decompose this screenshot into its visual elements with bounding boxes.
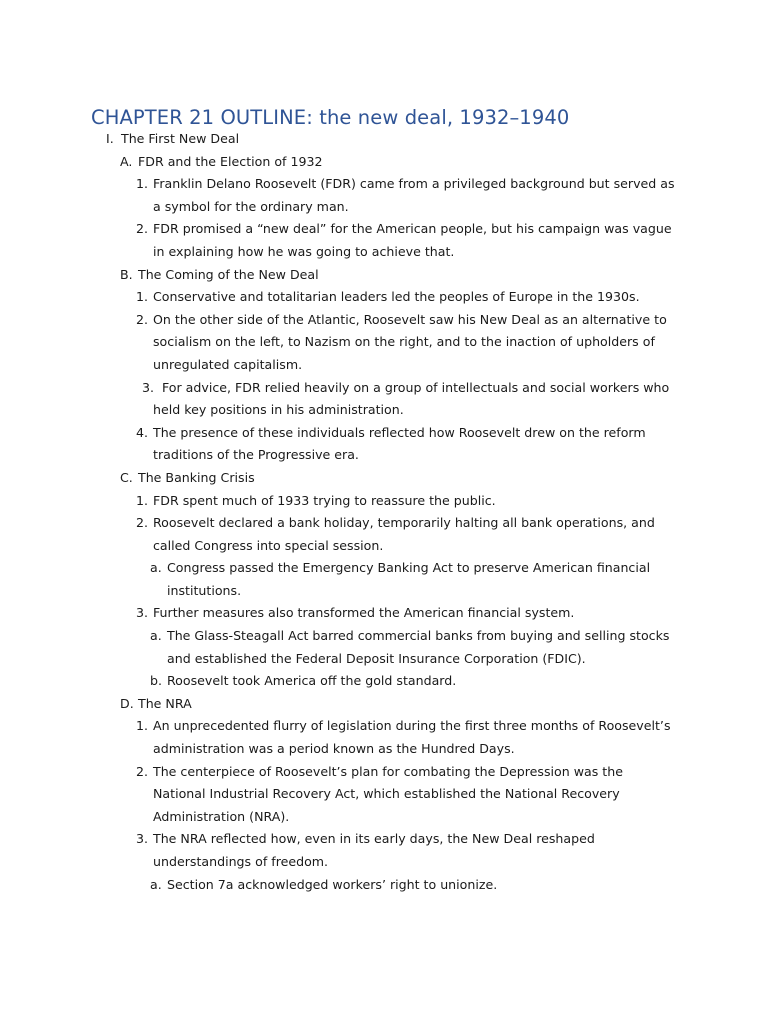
outline-item <box>0 422 768 445</box>
outline-text: called Congress into special session. <box>153 537 384 553</box>
outline-number: I. <box>106 131 114 146</box>
outline-text: An unprecedented flurry of legislation during the first three months of Roosevelt’s <box>153 718 671 734</box>
outline-number: 1. <box>136 289 149 305</box>
outline-item-continuation <box>0 196 768 219</box>
outline-item <box>0 512 768 535</box>
outline-item <box>0 828 768 851</box>
outline-item-continuation <box>0 580 768 603</box>
outline-text: understandings of freedom. <box>153 854 329 869</box>
outline-item-continuation <box>0 241 768 264</box>
outline-text: The centerpiece of Roosevelt’s plan for combating the Depression was the <box>153 763 623 779</box>
outline-number: 2. <box>136 311 149 327</box>
outline-text: The Glass-Steagall Act barred commercial banks from buying and selling stocks <box>167 628 670 644</box>
outline-item-continuation <box>0 738 768 761</box>
outline-text: National Industrial Recovery Act, which established the National Recovery <box>153 786 620 802</box>
outline-item-continuation <box>0 399 768 422</box>
outline-item <box>0 670 768 693</box>
outline-item <box>0 377 768 400</box>
outline-text: The Coming of the New Deal <box>138 266 319 282</box>
outline-text: The First New Deal <box>121 131 240 146</box>
outline-item <box>0 264 768 287</box>
outline-text: FDR promised a “new deal” for the American people, but his campaign was vague <box>153 221 672 237</box>
outline-number: C. <box>120 469 133 485</box>
outline-number: a. <box>150 876 162 892</box>
outline-number: 3. <box>136 831 149 847</box>
outline-number: 3. <box>142 379 155 395</box>
outline-number: b. <box>150 673 162 689</box>
page-title: CHAPTER 21 OUTLINE: the new deal, 1932–1940 <box>91 106 570 129</box>
outline-item <box>0 467 768 490</box>
outline-item-continuation <box>0 783 768 806</box>
outline-text: in explaining how he was going to achieve that. <box>153 243 455 259</box>
outline-text: unregulated capitalism. <box>153 356 303 372</box>
outline-item-continuation <box>0 648 768 671</box>
outline-item <box>0 173 768 196</box>
outline-item <box>0 693 768 716</box>
outline-number: B. <box>120 266 133 282</box>
outline-text: Roosevelt declared a bank holiday, temporarily halting all bank operations, and <box>153 515 655 531</box>
outline-item <box>0 602 768 625</box>
outline-text: a symbol for the ordinary man. <box>153 198 349 214</box>
outline-number: 1. <box>136 176 149 192</box>
outline-item <box>0 625 768 648</box>
outline-text: traditions of the Progressive era. <box>153 447 359 463</box>
outline-item <box>0 490 768 513</box>
outline-text: Conservative and totalitarian leaders led the peoples of Europe in the 1930s. <box>153 289 640 305</box>
outline-item <box>0 309 768 332</box>
outline-text: FDR spent much of 1933 trying to reassure the public. <box>153 492 496 508</box>
outline-text: Further measures also transformed the American financial system. <box>153 605 575 621</box>
outline-number: 2. <box>136 763 149 779</box>
outline-item <box>0 715 768 738</box>
outline-item <box>0 286 768 309</box>
outline-text: held key positions in his administration. <box>153 402 404 418</box>
outline-item-continuation <box>0 331 768 354</box>
outline-item <box>0 557 768 580</box>
outline-item-continuation <box>0 535 768 558</box>
outline-text: institutions. <box>167 582 242 598</box>
outline-text: The NRA reflected how, even in its early days, the New Deal reshaped <box>153 831 595 847</box>
outline-number: 2. <box>136 221 149 237</box>
outline-text: Section 7a acknowledged workers’ right to unionize. <box>167 876 498 892</box>
outline-number: 4. <box>136 424 149 440</box>
outline-text: The presence of these individuals reflected how Roosevelt drew on the reform <box>153 424 646 440</box>
outline-text: administration was a period known as the Hundred Days. <box>153 741 515 757</box>
outline-text: and established the Federal Deposit Insurance Corporation (FDIC). <box>167 650 586 666</box>
outline-number: 2. <box>136 515 149 531</box>
outline-item-continuation <box>0 851 768 874</box>
outline-number: 3. <box>136 605 149 621</box>
outline-text: The Banking Crisis <box>138 469 255 485</box>
outline-item-continuation <box>0 354 768 377</box>
outline-item <box>0 874 768 897</box>
outline-text: For advice, FDR relied heavily on a group of intellectuals and social workers who <box>162 379 670 395</box>
outline-item <box>0 218 768 241</box>
outline-number: a. <box>150 560 162 576</box>
outline-text: The NRA <box>138 695 192 711</box>
outline-text: Franklin Delano Roosevelt (FDR) came from a privileged background but served as <box>153 176 675 192</box>
outline-number: D. <box>120 695 134 711</box>
outline-text: On the other side of the Atlantic, Roosevelt saw his New Deal as an alternative to <box>153 311 667 327</box>
outline-item-continuation <box>0 444 768 467</box>
outline-item-continuation <box>0 806 768 829</box>
outline-text: Congress passed the Emergency Banking Act to preserve American financial <box>167 560 651 576</box>
outline-item <box>0 761 768 784</box>
outline-item <box>0 151 768 174</box>
outline-number: a. <box>150 628 162 644</box>
outline-number: A. <box>120 153 133 169</box>
outline-text: Administration (NRA). <box>153 808 290 824</box>
outline-body <box>0 128 768 896</box>
outline-text: Roosevelt took America off the gold standard. <box>167 673 457 689</box>
outline-text: socialism on the left, to Nazism on the right, and to the inaction of upholders of <box>153 334 655 350</box>
outline-number: 1. <box>136 492 149 508</box>
outline-item <box>0 128 768 151</box>
outline-number: 1. <box>136 718 149 734</box>
outline-text: FDR and the Election of 1932 <box>138 153 323 169</box>
